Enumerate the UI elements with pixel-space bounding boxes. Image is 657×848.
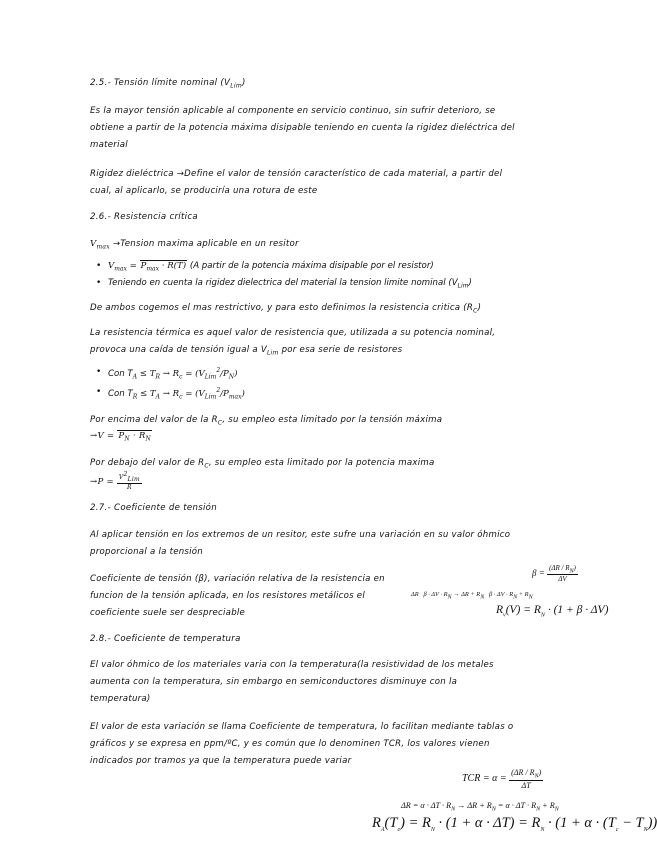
paragraph-line: aumenta con la temperatura, sin embargo en semiconductores disminuye con la: [90, 677, 458, 687]
paragraph-line: cual, al aplicarlo, se produciría una rotura de este: [90, 186, 318, 196]
paragraph-line: proporcional a la tensión: [90, 547, 204, 557]
formula-line: →P = $\frac{V^2_{Lim}}{R}$: [90, 471, 140, 492]
paragraph-line: Es la mayor tensión aplicable al componente en servicio continuo, sin sufrir deterioro, se: [90, 106, 496, 116]
paragraph-line: Al aplicar tensión en los extremos de un resitor, este sufre una variación en su valor óhmico: [90, 530, 511, 540]
formula-line: $\to V = P_N \cdot R_N$: [90, 431, 152, 443]
paragraph-line: obtiene a partir de la potencia máxima disipable teniendo en cuenta la rigidez dieléctrica del: [90, 123, 515, 133]
paragraph-line: $V_{max}$ →Tension maxima aplicable en un resitor: [90, 239, 299, 251]
bullet-item: • Con $T_R \le T_A \to R_c = (V_{Lim}^2/P_{max})$: [108, 387, 245, 401]
equation-r-t: $R_A(T_c) = R_N \cdot (1 + \alpha \cdot \Delta T) = R_N \cdot (1 + \alpha \cdot (T_c - T_N))$: [372, 815, 657, 833]
paragraph-line: Coeficiente de tensión (β), variación relativa de la resistencia en: [90, 574, 385, 584]
bullet-item: • $V_{max} = P_{max} \cdot R(T)$ (A partir de la potencia máxima disipable por el resistor): [108, 261, 434, 273]
equation-r-v: $R_v(V) = R_N \cdot (1 + \beta \cdot \Delta V)$: [496, 604, 609, 619]
paragraph-line: indicados por tramos ya que la temperatura puede variar: [90, 756, 352, 766]
paragraph-line: De ambos cogemos el mas restrictivo, y para esto definimos la resistencia critica $(R_C)$: [90, 303, 482, 315]
equation-beta: β = $\frac{(\Delta R / R_N)}{\Delta V}$: [532, 564, 576, 584]
paragraph-line: coeficiente suele ser despreciable: [90, 608, 246, 618]
paragraph-line: El valor óhmico de los materiales varia con la temperatura(la resistividad de los metales: [90, 660, 494, 670]
equation-delta-r-temp: $\Delta R = \alpha \cdot \Delta T \cdot R_N \to \Delta R + R_N = \alpha \cdot \Delta T \cdot R_N + R_N$: [401, 801, 559, 813]
section-title-2-5: 2.5.- Tensión límite nominal $(V_{Lim})$: [90, 78, 246, 90]
equation-delta-r: ΔR $\beta \cdot \Delta V \cdot R_N \to \Delta R + R_N$ $\beta \cdot \Delta V \cdot R_N + R_N$: [411, 591, 533, 601]
paragraph-line: El valor de esta variación se llama Coeficiente de temperatura, lo facilitan mediante tablas o: [90, 722, 514, 732]
bullet-item: • Con $T_A \le T_R \to R_c = (V_{Lim}^2/P_N)$: [108, 367, 237, 381]
paragraph-line: funcion de la tensión aplicada, en los resistores metálicos el: [90, 591, 365, 601]
bullet-item: • Teniendo en cuenta la rigidez dielectrica del material la tension limite nominal $(V_{Lim})$: [108, 278, 472, 290]
equation-tcr: TCR = α = $\frac{(\Delta R / R_N)}{\Delta T}$: [462, 768, 542, 790]
paragraph-line: Rigidez dieléctrica →Define el valor de tensión característico de cada material, a partir del: [90, 169, 503, 179]
paragraph-line: Por encima del valor de la $R_C$, su empleo esta limitado por la tensión máxima: [90, 415, 443, 427]
paragraph-line: material: [90, 140, 128, 150]
section-title-2-8: 2.8.- Coeficiente de temperatura: [90, 634, 241, 644]
paragraph-line: temperatura): [90, 694, 151, 704]
paragraph-line: provoca una caída de tensión igual a $V_{Lim}$ por esa serie de resistores: [90, 345, 403, 357]
section-title-2-7: 2.7.- Coeficiente de tensión: [90, 503, 217, 513]
paragraph-line: La resistencia térmica es aquel valor de resistencia que, utilizada a su potencia nominal,: [90, 328, 496, 338]
section-title-2-6: 2.6.- Resistencia crítica: [90, 212, 198, 222]
paragraph-line: Por debajo del valor de $R_C$, su empleo esta limitado por la potencia maxima: [90, 458, 435, 470]
paragraph-line: gráficos y se expresa en ppm/ºC, y es común que lo denominen TCR, los valores vienen: [90, 739, 490, 749]
